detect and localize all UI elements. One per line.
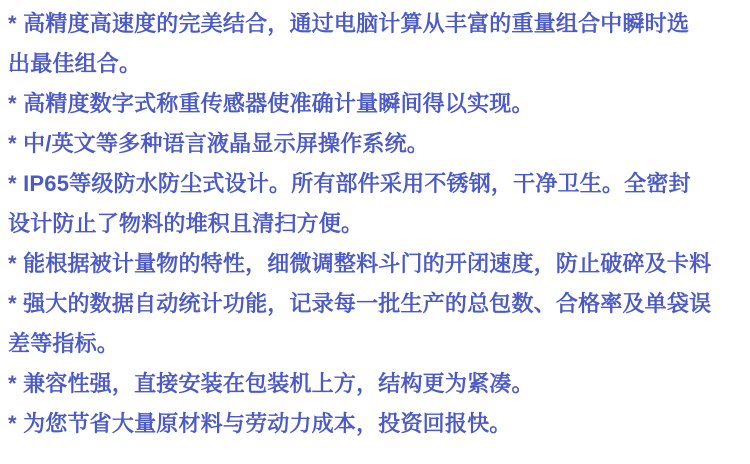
feature-text-line: 出最佳组合。 <box>8 51 142 76</box>
feature-text-line: * 高精度数字式称重传感器使准确计量瞬间得以实现。 <box>8 91 534 116</box>
feature-text-line: 设计防止了物料的堆积且清扫方便。 <box>8 211 364 236</box>
feature-text-line: * 高精度高速度的完美结合，通过电脑计算从丰富的重量组合中瞬时选 <box>8 11 690 36</box>
feature-text-line: * 为您节省大量原材料与劳动力成本，投资回报快。 <box>8 411 512 436</box>
feature-text-line: * 中/英文等多种语言液晶显示屏操作系统。 <box>8 131 429 156</box>
feature-text-line: * 强大的数据自动统计功能，记录每一批生产的总包数、合格率及单袋误 <box>8 291 712 316</box>
feature-text-line: * 兼容性强，直接安装在包装机上方，结构更为紧凑。 <box>8 371 534 396</box>
feature-text-line: 差等指标。 <box>8 331 120 356</box>
feature-text-line: * 能根据被计量物的特性，细微调整料斗门的开闭速度，防止破碎及卡料 <box>8 251 712 276</box>
feature-text-line: * IP65等级防水防尘式设计。所有部件采用不锈钢，干净卫生。全密封 <box>8 171 691 196</box>
